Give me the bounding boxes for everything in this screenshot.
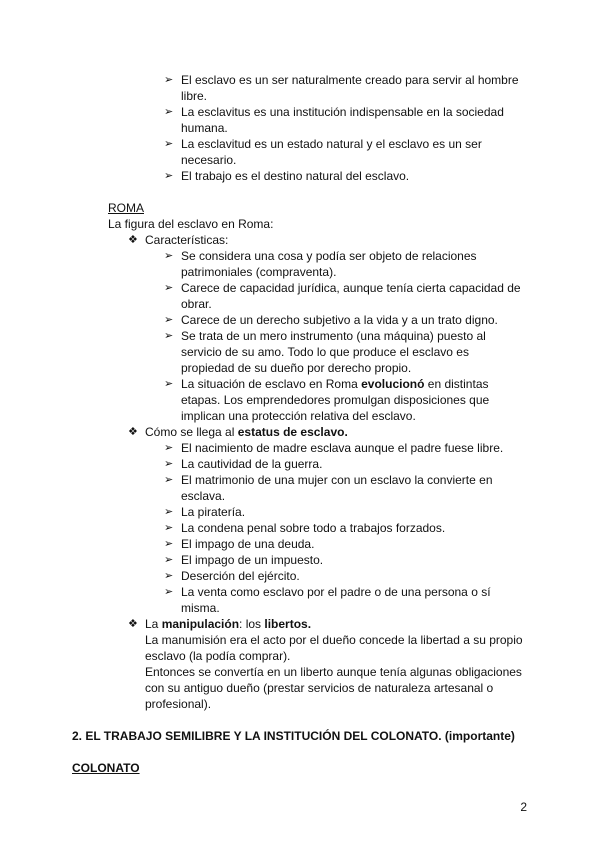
arrow-bullet-icon: ➢: [164, 554, 174, 566]
list-item: [164, 440, 544, 456]
caracteristicas-label: Características:: [145, 233, 229, 247]
roma-intro: La figura del esclavo en Roma:: [108, 217, 274, 231]
arrow-bullet-icon: ➢: [164, 282, 174, 294]
diamond-bullet-icon: ❖: [128, 234, 138, 246]
list-item-text: El impago de un impuesto.: [181, 553, 324, 567]
list-item-text: La condena penal sobre todo a trabajos forzados.: [181, 521, 446, 535]
list-item-text: El esclavo es un ser naturalmente creado para servir al hombre libre.: [181, 73, 519, 103]
list-item: [164, 104, 534, 136]
estatus-label: Cómo se llega al estatus de esclavo.: [145, 425, 348, 439]
diamond-bullet-icon: ❖: [128, 426, 138, 438]
arrow-bullet-icon: ➢: [164, 330, 174, 342]
list-item-text: Deserción del ejército.: [181, 569, 300, 583]
list-item-text: El impago de una deuda.: [181, 537, 315, 551]
section-heading-roma: ROMA: [108, 201, 144, 215]
list-item: [164, 312, 544, 328]
caracteristicas-heading: [128, 232, 548, 248]
list-item-text: El nacimiento de madre esclava aunque el padre fuese libre.: [181, 441, 504, 455]
list-item-text: El trabajo es el destino natural del esclavo.: [181, 169, 410, 183]
arrow-bullet-icon: ➢: [164, 106, 174, 118]
arrow-bullet-icon: ➢: [164, 250, 174, 262]
arrow-bullet-icon: ➢: [164, 74, 174, 86]
arrow-bullet-icon: ➢: [164, 138, 174, 150]
list-item: [164, 376, 514, 424]
list-item-text: La situación de esclavo en Roma evolucionó en distintas etapas. Los emprendedores promulgan disposiciones que implican una protección relativa del esclavo.: [181, 377, 490, 423]
arrow-bullet-icon: ➢: [164, 458, 174, 470]
list-item-text: La piratería.: [181, 505, 246, 519]
list-item-text: El matrimonio de una mujer con un esclavo la convierte en esclava.: [181, 473, 493, 503]
arrow-bullet-icon: ➢: [164, 586, 174, 598]
arrow-bullet-icon: ➢: [164, 442, 174, 454]
list-item: [164, 72, 534, 104]
list-item-text: La venta como esclavo por el padre o de una persona o sí misma.: [181, 585, 491, 615]
list-item: [164, 584, 520, 616]
section-2-heading: 2. EL TRABAJO SEMILIBRE Y LA INSTITUCIÓN DEL COLONATO. (importante): [72, 729, 515, 743]
liberto-paragraph: Entonces se convertía en un liberto aunque tenía algunas obligaciones con su antiguo dueño (prestar servicios de naturaleza artesanal o profesional).: [145, 665, 522, 711]
list-item: [164, 328, 504, 376]
manumision-paragraph: La manumisión era el acto por el dueño concede la libertad a su propio esclavo (la podía comprar).: [145, 633, 523, 663]
colonato-heading: COLONATO: [72, 761, 140, 775]
arrow-bullet-icon: ➢: [164, 314, 174, 326]
list-item: [164, 456, 544, 472]
list-item-text: Se considera una cosa y podía ser objeto de relaciones patrimoniales (compraventa).: [181, 249, 477, 279]
arrow-bullet-icon: ➢: [164, 506, 174, 518]
list-item: [164, 568, 544, 584]
arrow-bullet-icon: ➢: [164, 474, 174, 486]
list-item: [164, 552, 544, 568]
list-item: [164, 136, 534, 168]
estatus-heading: [128, 424, 548, 440]
list-item-text: La cautividad de la guerra.: [181, 457, 323, 471]
arrow-bullet-icon: ➢: [164, 378, 174, 390]
list-item: [164, 248, 520, 280]
list-item-text: La esclavitud es un estado natural y el esclavo es un ser necesario.: [181, 137, 482, 167]
list-item-text: Carece de capacidad jurídica, aunque tenía cierta capacidad de obrar.: [181, 281, 521, 311]
arrow-bullet-icon: ➢: [164, 170, 174, 182]
list-item-text: Se trata de un mero instrumento (una máquina) puesto al servicio de su amo. Todo lo que produce el esclavo es propiedad de su dueño por derecho propio.: [181, 329, 486, 375]
list-item: [164, 280, 534, 312]
manipulacion-label: La manipulación: los libertos.: [145, 617, 312, 631]
page-number: 2: [520, 800, 527, 814]
list-item: [164, 472, 524, 504]
list-item-text: La esclavitus es una institución indispensable en la sociedad humana.: [181, 105, 504, 135]
list-item: [164, 168, 534, 184]
arrow-bullet-icon: ➢: [164, 522, 174, 534]
manipulacion-heading: [128, 616, 548, 632]
list-item-text: Carece de un derecho subjetivo a la vida y a un trato digno.: [181, 313, 498, 327]
list-item: [164, 536, 544, 552]
list-item: [164, 504, 544, 520]
list-item: [164, 520, 544, 536]
arrow-bullet-icon: ➢: [164, 538, 174, 550]
diamond-bullet-icon: ❖: [128, 618, 138, 630]
arrow-bullet-icon: ➢: [164, 570, 174, 582]
